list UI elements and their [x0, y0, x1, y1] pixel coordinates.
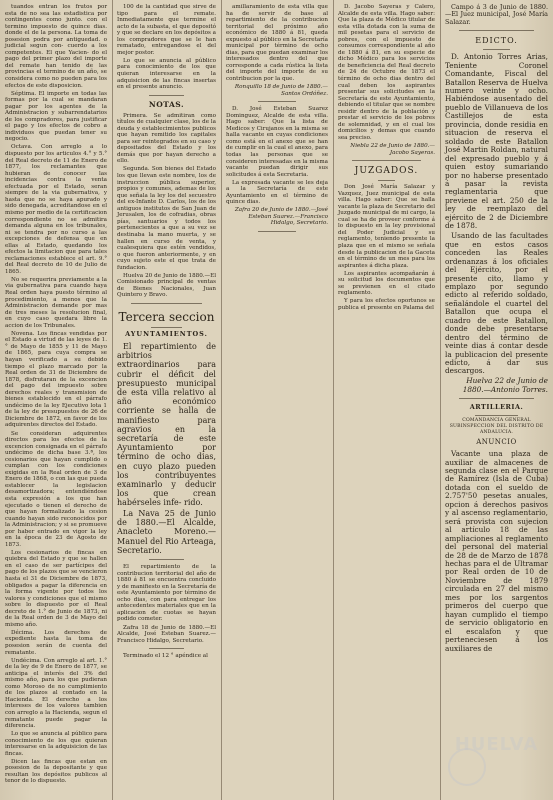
edict-paragraph: Usando de las facultades que en estos casos conceden las Reales ordenanzas á los oficiales del Ejército, por el presente cito, llamo y emplazo por segundo edicto al referido soldado, señalándole el cuartel del Batallon que ocupa el cuadro de este Batallon, donde debe presentarse dentro del término de veinte dias á contar desde la publicacion del presente edicto, á dar sus descargos.	[445, 231, 548, 376]
divider	[475, 415, 518, 416]
note-paragraph: Huelva 20 de Junio de 1880.—El Comisionado principal de ventas de Bienes Nacionales, Juan Quintero y Bravo.	[117, 272, 216, 299]
column-2	[112, 0, 221, 800]
ayuntamiento-notice: El repartimiento de arbitrios extraordinarios para cubrir el déficit del presupuesto municipal de esta villa relativo al año económico corriente se halla de manifiesto para agravios en la secretaría de este Ayuntamiento por término de ocho dias, en cuyo plazo pueden los contribuyentes examinarlo y deducir los que crean habérseles infe- rido.	[117, 341, 216, 508]
column-3	[221, 0, 333, 800]
divider	[131, 303, 202, 304]
section-subtitle: COMANDANCIA GENERAL SUBINSPECCION DEL DISTRITO DE ANDALUCIA.	[449, 418, 544, 435]
divider	[459, 398, 534, 399]
announcement-paragraph: Vacante una plaza de auxiliar de almacenes de segunda clase en el Parque de Ramírez (Isla de Cuba) dotada con el sueldo de 2.757'50 pesetas anuales, opcion á derechos pasivos y al ascenso reglamentario, será provista con sujecion al artículo 18 de las ampliaciones al reglamento del personal del material de 28 de de Marzo de 1878 hechas para el de Ultramar por Real orden de 10 de Noviembre de 1879 circulada en 27 del mismo mes por los sargentos primeros del cuerpo que hayan cumplido el tiempo de servicio obligatorio en el escalafon y que perteneciesen á los auxiliares de	[445, 449, 548, 653]
section-subtitle: AYUNTAMIENTOS.	[125, 329, 208, 338]
paragraph: Se consideran adquirentes directos para los efectos de la excencion consignada en el párrafo undécimo de dicha base 3.ª, los cesionarios que hayan cumplido o cumplan con los condiciones exigidas en la Real orden de 3 de Enero de 1868, o con las que pueda establecer la legislacion desamortizadora; entendiéndose esta expresión a los que han ejecutado o tienen el derecho de que hayan formalizado la cesion cuando hayan sido reconocidos por la Administracion; y si se promueve por haber entrado en vigor la ley en la época de 23 de Agosto de 1873.	[5, 430, 107, 548]
paragraph: Décima. Los derechos de expediente hasta la toma de posesion serán de cuenta del rematante.	[5, 629, 107, 656]
notice-paragraph: Los aspirantes acompañarán á su solicitud los documentos que se previenen en el citado reglamento.	[338, 270, 435, 297]
paragraph: Novena. Los fincas vendidas por el Estado a virtud de las leyes de 1.° de Mayo de 1855 y 11 de Mayo de 1865, para cuya compra se hayan verificado a su debido tiempo el plazo marcado por la Real orden de 31 de Diciembre de 1878, disfrutaran de la excencion del pago del impuesto sobre derechos reales y transmision de bienes establecido en el párrafo undécimo de la ley Ejecutivo lota 1 de la ley de presupuestos de 26 de Diciembre de 1872, en favor de los adquirentes directos del Estado.	[5, 330, 107, 429]
paragraph: Undécima. Con arreglo al art. 1.° de la ley de 9 de Enero de 1877, se anticipa el interés del 3% del mismo año, para los que pudieran como Moroso de no cumplimiento de los plazos al contado en la Hacienda. El derecho a los intereses de los valores tambien con arreglo a la Hacienda, segun el rematante puede pagar la diferencia.	[5, 657, 107, 730]
watermark: HUELVA	[454, 734, 539, 755]
signature: Huelva 22 de Junio de 1880.—Antonio Torres.	[462, 376, 548, 394]
divider	[149, 648, 184, 649]
edict-paragraph: D. Antonio Torres Arias, Teniente Coronel Comandante, Fiscal del Batallon Reserva de Huelva numero veinte y ocho. Habiéndose ausentado del pueblo de Villanueva de los Castillejos de esta provincia, donde residia en situacion de reserva el soldado de este Batallon José Martin Roldan, natural del expresado pueblo y á quien estoy sumariando por no haberse presentado á pasar la revista reglamentaria que previene el art. 250 de la ley de reemplazo del ejército de 2 de Diciembre de 1878.	[445, 52, 548, 231]
divider	[149, 95, 184, 96]
section-title: Tercera seccion	[118, 309, 215, 324]
notice-paragraph: D. José Esteban Suarez Dominguez, Alcalde de esta villa. Hago saber: Que la lista de Medicos y Cirujanos en la misma se halla vacante en cuyas condiciones como está en el anexo que se han de cumplir en la cual el anexo, para todas las personas que se consideren interesadas en la misma vacante puedan dirigir sus solicitudes á esta Secretaria.	[226, 106, 328, 178]
note-paragraph: Segunda. Son bienes del Estado los que llevan este nombre, los de instruccion pública superior, propios y comunes, ademas de los que señala la ley los del secuestro del ex-Infante D. Carlos, los de los antiguos institutos de San Juan de Jerusalen, los de cofradias, obras pías, santuarios y todos los pertenecientes a que a su vez se destinaba la mano muerta, y se hallen en curso de venta, y cualesquiera que estén vendidos, o que fueron anteriormente, y en cuyo sujeto este el que trata de fundacion.	[117, 166, 216, 271]
paragraph: Dicen las fincas que estan en posesion de la depositante y que resultan los depósitos publicos al tenor de lo dispuesto.	[5, 758, 107, 785]
column-5	[440, 0, 553, 800]
announcement-title: ANUNCIO	[476, 438, 517, 447]
notice-paragraph: La expresada vacante se les deja a la Secretaría de este Ayuntamiento en el término de quince dias.	[226, 179, 328, 206]
divider	[459, 30, 534, 31]
divider	[258, 231, 296, 232]
section-title: ARTILLERIA.	[469, 403, 524, 412]
paragraph: tuandos entran los frutos por esta de no sea las estadistica por contingentes como junto. con el termino impuesto de quince dias. donde el de la persona. La toma de posesion podra por antiguedad. o judicial segun con- cuerdo a los competentes. El que Yacien- do el pago del primer plazo del importe del remate han tenido de las provincias el termino de un año, se considera como no pueden para los efectos de este disposicion.	[5, 4, 107, 89]
note-paragraph: Primera. Se admitiran como títulos de cualquier clase, los de la deuda y establecimientos publicos que hayan remitido los capitales para ser reintegrados en su caso y depositados del Estado y los demás que por hayan derecho a ello.	[117, 112, 216, 165]
paragraph: Campo á 3 de Junio de 1880.—El Juez municipal, José María Salazar.	[445, 3, 548, 26]
divider	[352, 160, 421, 161]
paragraph: amillaramiento de esta villa que ha de servir de base al repartimiento de la contribucion territorial del próximo año económico de 1880 á 81, queda expuesto al público en la Secretaría municipal por término de ocho dias, para que puedan examinar los interesados dentro del que corresponde a cada rústica la lista del importe del importe de su contribucion por la que.	[226, 4, 328, 83]
divider	[483, 49, 510, 50]
signature: Ronquillo 18 de Junio de 1880.—Santos Ordóñez.	[234, 84, 328, 97]
ayuntamiento-signature: La Nava 25 de Junio de 1880.—El Alcalde, Anacleto Moreno.— Manuel del Rio Arteaga, Secretario.	[117, 509, 216, 555]
ayuntamiento-signature: Zafra 18 de Junio de 1880.—El Alcalde, José Esteban Suarez.— Francisco Hidalgo, Secretario.	[117, 624, 216, 644]
column-1	[0, 0, 112, 800]
signature: Niebla 22 de Junio de 1880.—Jacobo Sayeras.	[350, 142, 435, 156]
notice-paragraph: D. Jacobo Sayeras y Calero, Alcalde de esta villa. Hago saber: Que la plaza de Médico titular de esta villa dotada con la suma de mil pesetas para el servicio de pobres, con el impuesto de consumos correspondiente al año de 1880 á 81, en su especie de dicho Médico para los servicios de beneficiencia del Real decreto de 24 de Octubre de 1873 el término de ocho dias dentro del cual deben los aspirantes presentar sus solicitudes en la Secretaría de este Ayuntamiento, debiendo el titular que se nombre residir dentro de la población y prestar el servicio de los pobres de solemnidad, y en el cual los domicilios y demas que cuando sea preciso.	[338, 4, 435, 141]
paragraph: Octava. Con arreglo a lo dispuesto por los articulos 4.° y 5.° del Real decreto de 11 de Enero de 1877, los reclamantes que hubieran de conocer las incidencias contra la venta efectuada por el Estado, seran siempre de la via gubernativa, y hasta que no se haya apurado y sido denegada, acreditandose en el mismo por medio de la certificacion correspondiente no se admitira demanda alguna en los tribunales, ni se tendra por no curso a las excepciones de defensa que en ellas al Estado, quedando los efectos la limitacion que para tales reclamaciones establece el art. 9.° del Real decreto de 10 de Julio de 1865.	[5, 144, 107, 275]
section-title: JUZGADOS.	[354, 166, 419, 177]
paragraph: Terminado el 12 ° apéndice al	[123, 653, 208, 660]
paragraph: Séptima. El importe en todas las formas por la cual se mandaran pagar por los agentes de la Administracion y subarrendatarios de los compradores, para justificar el pago y los efectos de cobro a individuos que puedan tener su negocio.	[5, 90, 107, 143]
paragraph: Los cesionarios de fincas en quiebra del Estado y que se hallen en el caso de ser partícipes del pago de los plazos que se vencieron hasta el 31 de Diciembre de 1873, obligados a pagar la diferencia en la forma vigente por todos los valores y condiciones que el mismo sobre lo dispuesto por el Real decreto de 1.° de Junio de 1873, ni de la Real orden de 3 de Mayo del mismo año.	[5, 549, 107, 628]
paragraph: No se requerira previamente a la via gubernativa para cuando haya Real orden haya puesto término al procedimiento, a menos que la Administracion demande por mas de tres meses la resolucion final, en cuyo caso quedara libre la accion de los Tribunales.	[5, 276, 107, 329]
paragraph: 100 de la cantidad que sirve de tipo para el remate. Inmediatamente que termine el acto de la subasta, el que depositó y que se declare en los depósitos a los compradores que se le han rematado, entregandose el del mejor postor.	[117, 4, 216, 56]
column-4	[333, 0, 440, 800]
ayuntamiento-notice: El repartimiento de la contribucion territorial del año de 1880 á 81 se encuentra concluido y de manifiesto en la Secretaría de este Ayuntamiento por término de ocho dias, con para entregar los antecedentes materiales que en la aplicacion de cuotas se hayan podido cometer.	[117, 564, 216, 623]
notes-heading: NOTAS.	[148, 99, 185, 109]
divider	[378, 180, 395, 181]
divider	[258, 101, 296, 102]
section-title: EDICTO.	[475, 36, 518, 46]
signature: Zafra 20 de Junio de 1880.—José Esteban Suarez.—Francisco Hidalgo, Secretario.	[234, 207, 328, 227]
divider	[151, 327, 182, 328]
paragraph: Lo que se anuncia al público para conocimiento de los que quieran interesarse en la adquisicion de las fincas insertas en el presente anuncio.	[117, 57, 216, 91]
notice-paragraph: Y para los efectos oportunos se publica el presente en Palama del	[338, 298, 435, 311]
notice-paragraph: Don José María Salazar y Vazquez, Juez municipal de esta villa. Hago saber: Que se halla vacante la plaza de Secretario del Juzgado municipal de mi cargo, la cual se ha de proveer conforme á lo dispuesto en la ley provisional del Poder Judicial y su reglamento, teniendo presente la plaza que en el mismo se señala desde la publicacion de la Gaceta en el término de un mes para los aspirantes á dicha plaza.	[338, 184, 435, 269]
paragraph: Lo que se anuncia al público para conocimiento de los que quieran interesarse en la adquisicion de las fincas.	[5, 731, 107, 757]
divider	[149, 559, 184, 560]
